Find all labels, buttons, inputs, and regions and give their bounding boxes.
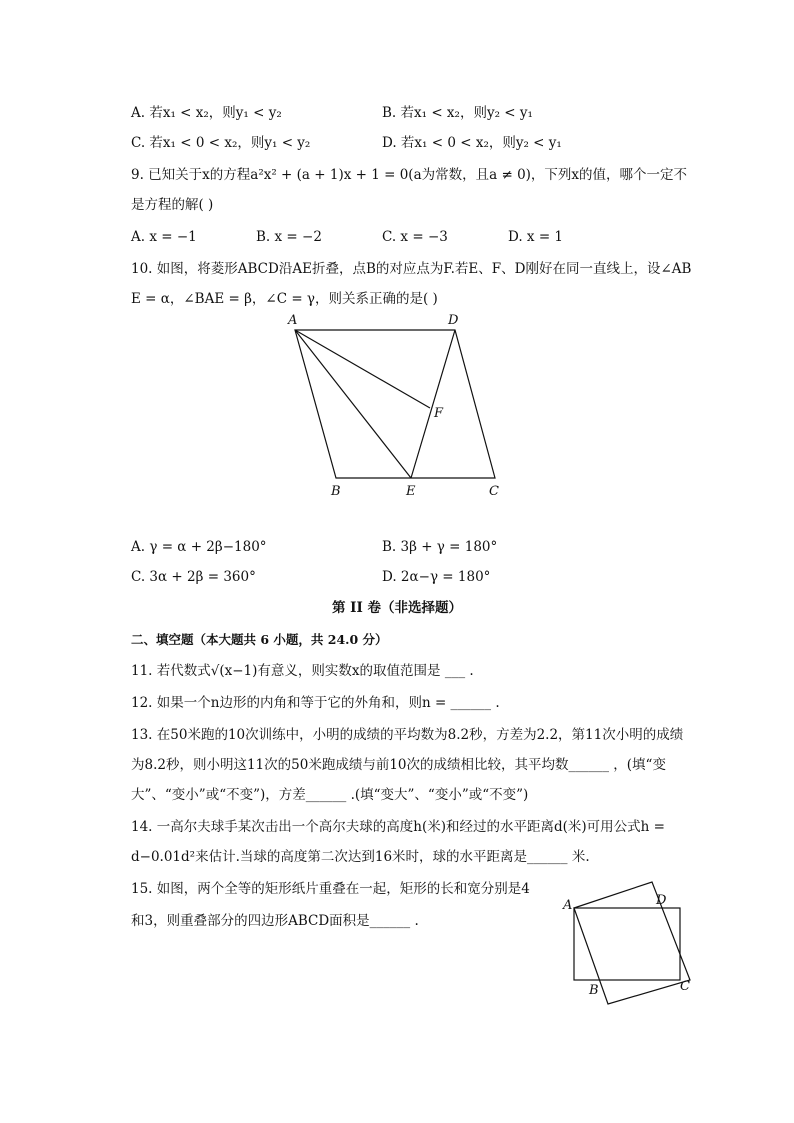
q10-label-d: D [448,313,459,328]
q13-stem-line1: 13. 在50米跑的10次训练中，小明的成绩的平均数为8.2秒，方差为2.2，第11次小明的成绩 [131,727,684,743]
q14-stem-line1: 14. 一高尔夫球手某次击出一个高尔夫球的高度h(米)和经过的水平距离d(米)可用公式h = [131,819,665,835]
q9-option-a: A. x = −1 [131,229,197,245]
q10-label-e: E [406,484,416,499]
q15-stem-line1: 15. 如图，两个全等的矩形纸片重叠在一起，矩形的长和宽分别是4 [131,881,530,897]
q11-stem: 11. 若代数式√(x−1)有意义，则实数x的取值范围是 ___ . [131,663,474,679]
q8-option-c: C. 若x₁ < 0 < x₂，则y₁ < y₂ [131,135,311,151]
q15-label-b: B [589,983,599,998]
q14-stem-line2: d−0.01d²来估计.当球的高度第二次达到16米时，球的水平距离是______ 米. [131,849,590,865]
q15-label-c: C [680,979,690,994]
q15-stem-line2: 和3，则重叠部分的四边形ABCD面积是______ . [131,913,419,929]
q8-option-d: D. 若x₁ < 0 < x₂，则y₂ < y₁ [382,135,562,151]
q10-label-b: B [331,484,341,499]
q9-option-d: D. x = 1 [508,229,564,245]
q12-stem: 12. 如果一个n边形的内角和等于它的外角和，则n = ______ . [131,695,500,711]
q10-stem-line2: E = α，∠BAE = β，∠C = γ，则关系正确的是( ) [131,291,438,307]
q10-option-d: D. 2α−γ = 180° [382,569,491,585]
q10-label-f: F [434,406,444,421]
q10-label-c: C [489,484,499,499]
q10-stem-line1: 10. 如图，将菱形ABCD沿AE折叠，点B的对应点为F.若E、F、D刚好在同一直线上，设∠AB [131,261,692,277]
q9-stem-line2: 是方程的解( ) [131,197,214,213]
q10-label-a: A [288,313,298,328]
q9-option-c: C. x = −3 [382,229,448,245]
q15-label-a: A [563,898,573,913]
q10-option-a: A. γ = α + 2β−180° [131,539,267,555]
q13-stem-line3: 大”、“变小”或“不变”)，方差______ .(填“变大”、“变小”或“不变”) [131,787,529,803]
q10-option-b: B. 3β + γ = 180° [382,539,498,555]
part2-title: 第 II 卷（非选择题） [331,600,463,616]
q13-stem-line2: 为8.2秒，则小明这11次的50米跑成绩与前10次的成绩相比较，其平均数______ ，(填“变 [131,757,666,773]
q10-option-c: C. 3α + 2β = 360° [131,569,256,585]
q8-option-b: B. 若x₁ < x₂，则y₂ < y₁ [382,105,533,121]
section2-heading: 二、填空题（本大题共 6 小题，共 24.0 分） [131,632,388,647]
q9-stem-line1: 9. 已知关于x的方程a²x² + (a + 1)x + 1 = 0(a为常数，且a ≠ 0)，下列x的值，哪个一定不 [131,167,688,183]
q15-label-d: D [656,893,667,908]
q9-option-b: B. x = −2 [256,229,322,245]
q8-option-a: A. 若x₁ < x₂，则y₁ < y₂ [131,105,282,121]
